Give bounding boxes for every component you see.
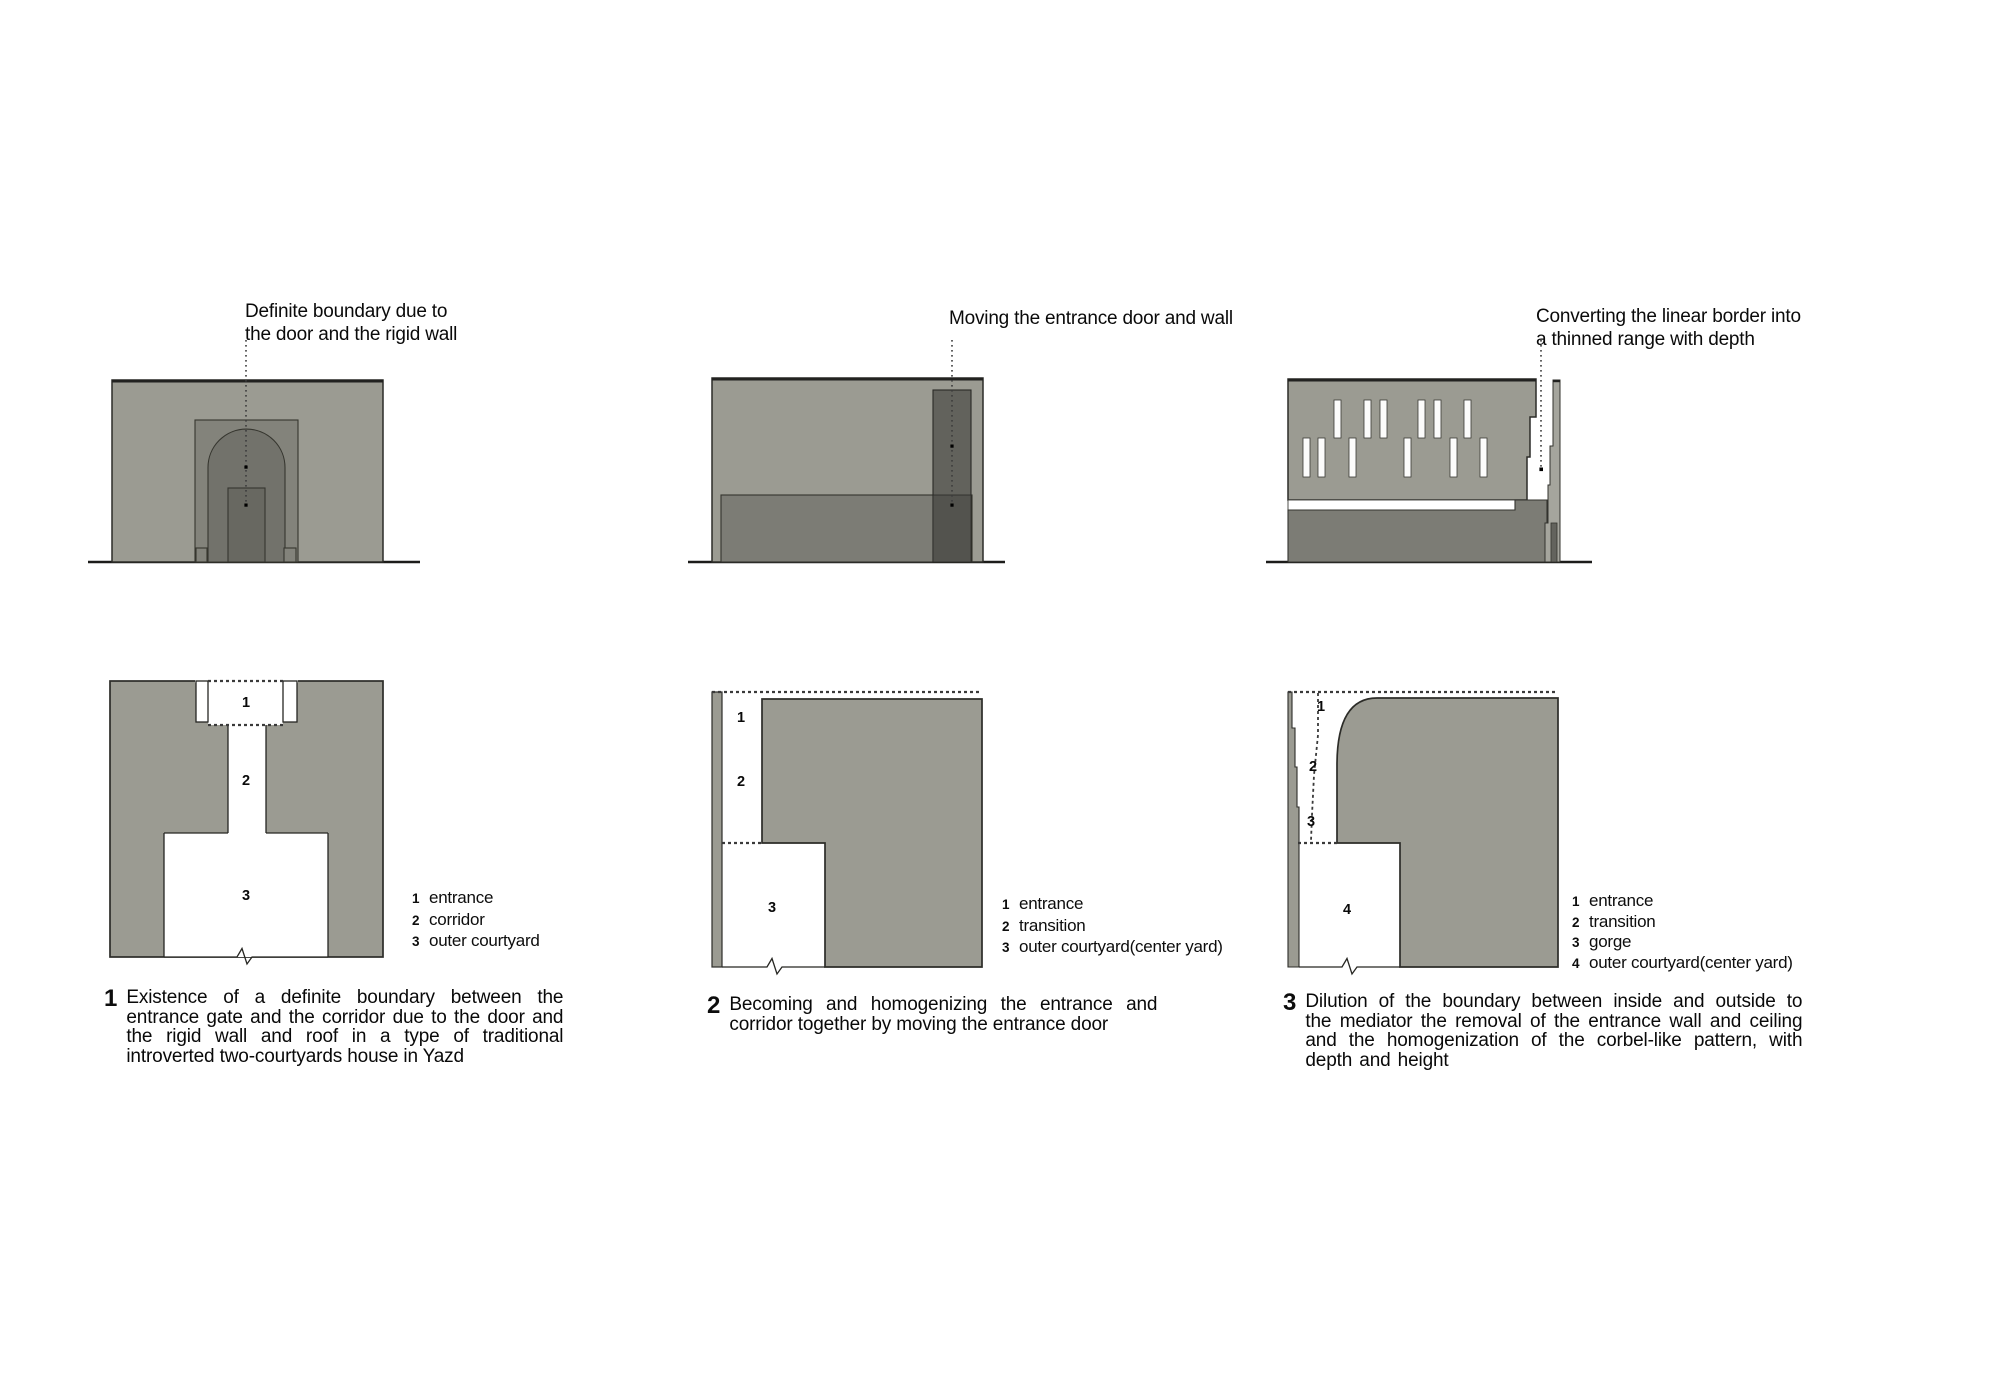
guide-dot [244, 466, 247, 469]
legend-row [412, 888, 540, 910]
legend-label: gorge [1589, 932, 1632, 952]
annotation-3-line1: Converting the linear border into [1536, 306, 1801, 327]
plan2-mass [762, 699, 982, 967]
caption-2 [707, 992, 1158, 1035]
door-jamb-right [283, 681, 297, 722]
plan-drawing-3 [1280, 680, 1610, 980]
strip-dark-step [1551, 523, 1557, 562]
plan1-label-courtyard: 3 [241, 888, 251, 904]
break-line [1299, 959, 1400, 975]
legend-label: corridor [429, 909, 485, 929]
caption-3-number: 3 [1283, 989, 1297, 1016]
legend-label: outer courtyard(center yard) [1589, 952, 1793, 972]
guide-dot [950, 445, 953, 448]
legend-key: 3 [1572, 935, 1580, 951]
annotation-2 [949, 307, 1233, 330]
annotation-1-line2: the door and the rigid wall [245, 324, 458, 345]
plan-drawing-1 [100, 670, 430, 980]
legend-row [412, 931, 540, 953]
plan1-label-corridor: 2 [241, 773, 251, 789]
plan2-label-courtyard: 3 [767, 900, 777, 916]
plan2-label-entrance: 1 [736, 710, 746, 726]
guide-dot [244, 504, 247, 507]
legend-row [1572, 953, 1793, 974]
plan3-stepped-wall [1288, 692, 1299, 967]
legend-key: 2 [1572, 914, 1580, 930]
open-gap-band [1288, 500, 1515, 510]
legend-row [1572, 912, 1793, 933]
plan3-label-entrance: 1 [1316, 699, 1326, 715]
caption-1-text: Existence of a definite boundary between the entrance gate and the corridor due to the door and the rigid wall and roof in a type of traditional introverted two-courtyards house in Yazd [126, 987, 564, 1067]
door-jamb-left [196, 681, 208, 722]
guide-dot [950, 504, 953, 507]
plan3-label-gorge: 3 [1306, 814, 1316, 830]
plan3-label-transition: 2 [1308, 759, 1318, 775]
legend-label: transition [1589, 911, 1656, 931]
legend-key: 4 [1572, 955, 1580, 971]
annotation-1-line1: Definite boundary due to [245, 301, 448, 322]
legend-row [412, 910, 540, 932]
annotation-3-line2: a thinned range with depth [1536, 329, 1755, 350]
break-line [722, 959, 825, 975]
legend-row [1002, 916, 1223, 938]
legend-row [1572, 891, 1793, 912]
legend-key: 1 [412, 891, 420, 906]
plan3-label-courtyard: 4 [1342, 902, 1352, 918]
portal-notch-left [196, 548, 207, 562]
legend-label: entrance [429, 888, 494, 907]
caption-1-number: 1 [104, 985, 118, 1012]
legend-label: outer courtyard [429, 931, 540, 950]
legend-label: entrance [1019, 894, 1084, 913]
legend-1 [412, 888, 540, 953]
plan2-wall-strip [712, 692, 722, 967]
portal-notch-right [284, 548, 296, 562]
plan1-label-entrance: 1 [241, 695, 251, 711]
elevation-drawing-1 [80, 340, 430, 570]
entrance-door-1 [228, 488, 265, 562]
legend-key: 2 [1002, 918, 1010, 934]
legend-key: 1 [1002, 897, 1010, 912]
legend-row [1002, 894, 1223, 916]
caption-3 [1283, 989, 1803, 1071]
legend-row [1002, 937, 1223, 959]
legend-2 [1002, 894, 1223, 959]
legend-key: 1 [1572, 894, 1580, 909]
legend-label: transition [1019, 915, 1086, 935]
elevation-drawing-3 [1260, 340, 1600, 570]
caption-3-text: Dilution of the boundary between inside and outside to the mediator the removal of the entrance wall and ceiling and the homogenization of the corbel-like pattern, with depth and height [1305, 991, 1803, 1071]
guide-dot [1539, 468, 1543, 472]
legend-key: 2 [412, 912, 420, 928]
legend-key: 3 [412, 934, 420, 949]
plan-drawing-2 [700, 680, 1030, 980]
caption-1 [104, 985, 564, 1067]
legend-label: entrance [1589, 891, 1654, 910]
annotation-2-line1: Moving the entrance door and wall [949, 308, 1233, 329]
caption-2-text: Becoming and homogenizing the entrance and corridor together by moving the entrance door [729, 994, 1158, 1035]
caption-2-number: 2 [707, 992, 721, 1019]
elevation-drawing-2 [680, 340, 1020, 570]
legend-row [1572, 932, 1793, 953]
legend-label: outer courtyard(center yard) [1019, 937, 1223, 956]
plan2-label-transition: 2 [736, 774, 746, 790]
legend-3 [1572, 891, 1793, 973]
legend-key: 3 [1002, 940, 1010, 955]
plan3-mass [1337, 698, 1558, 967]
